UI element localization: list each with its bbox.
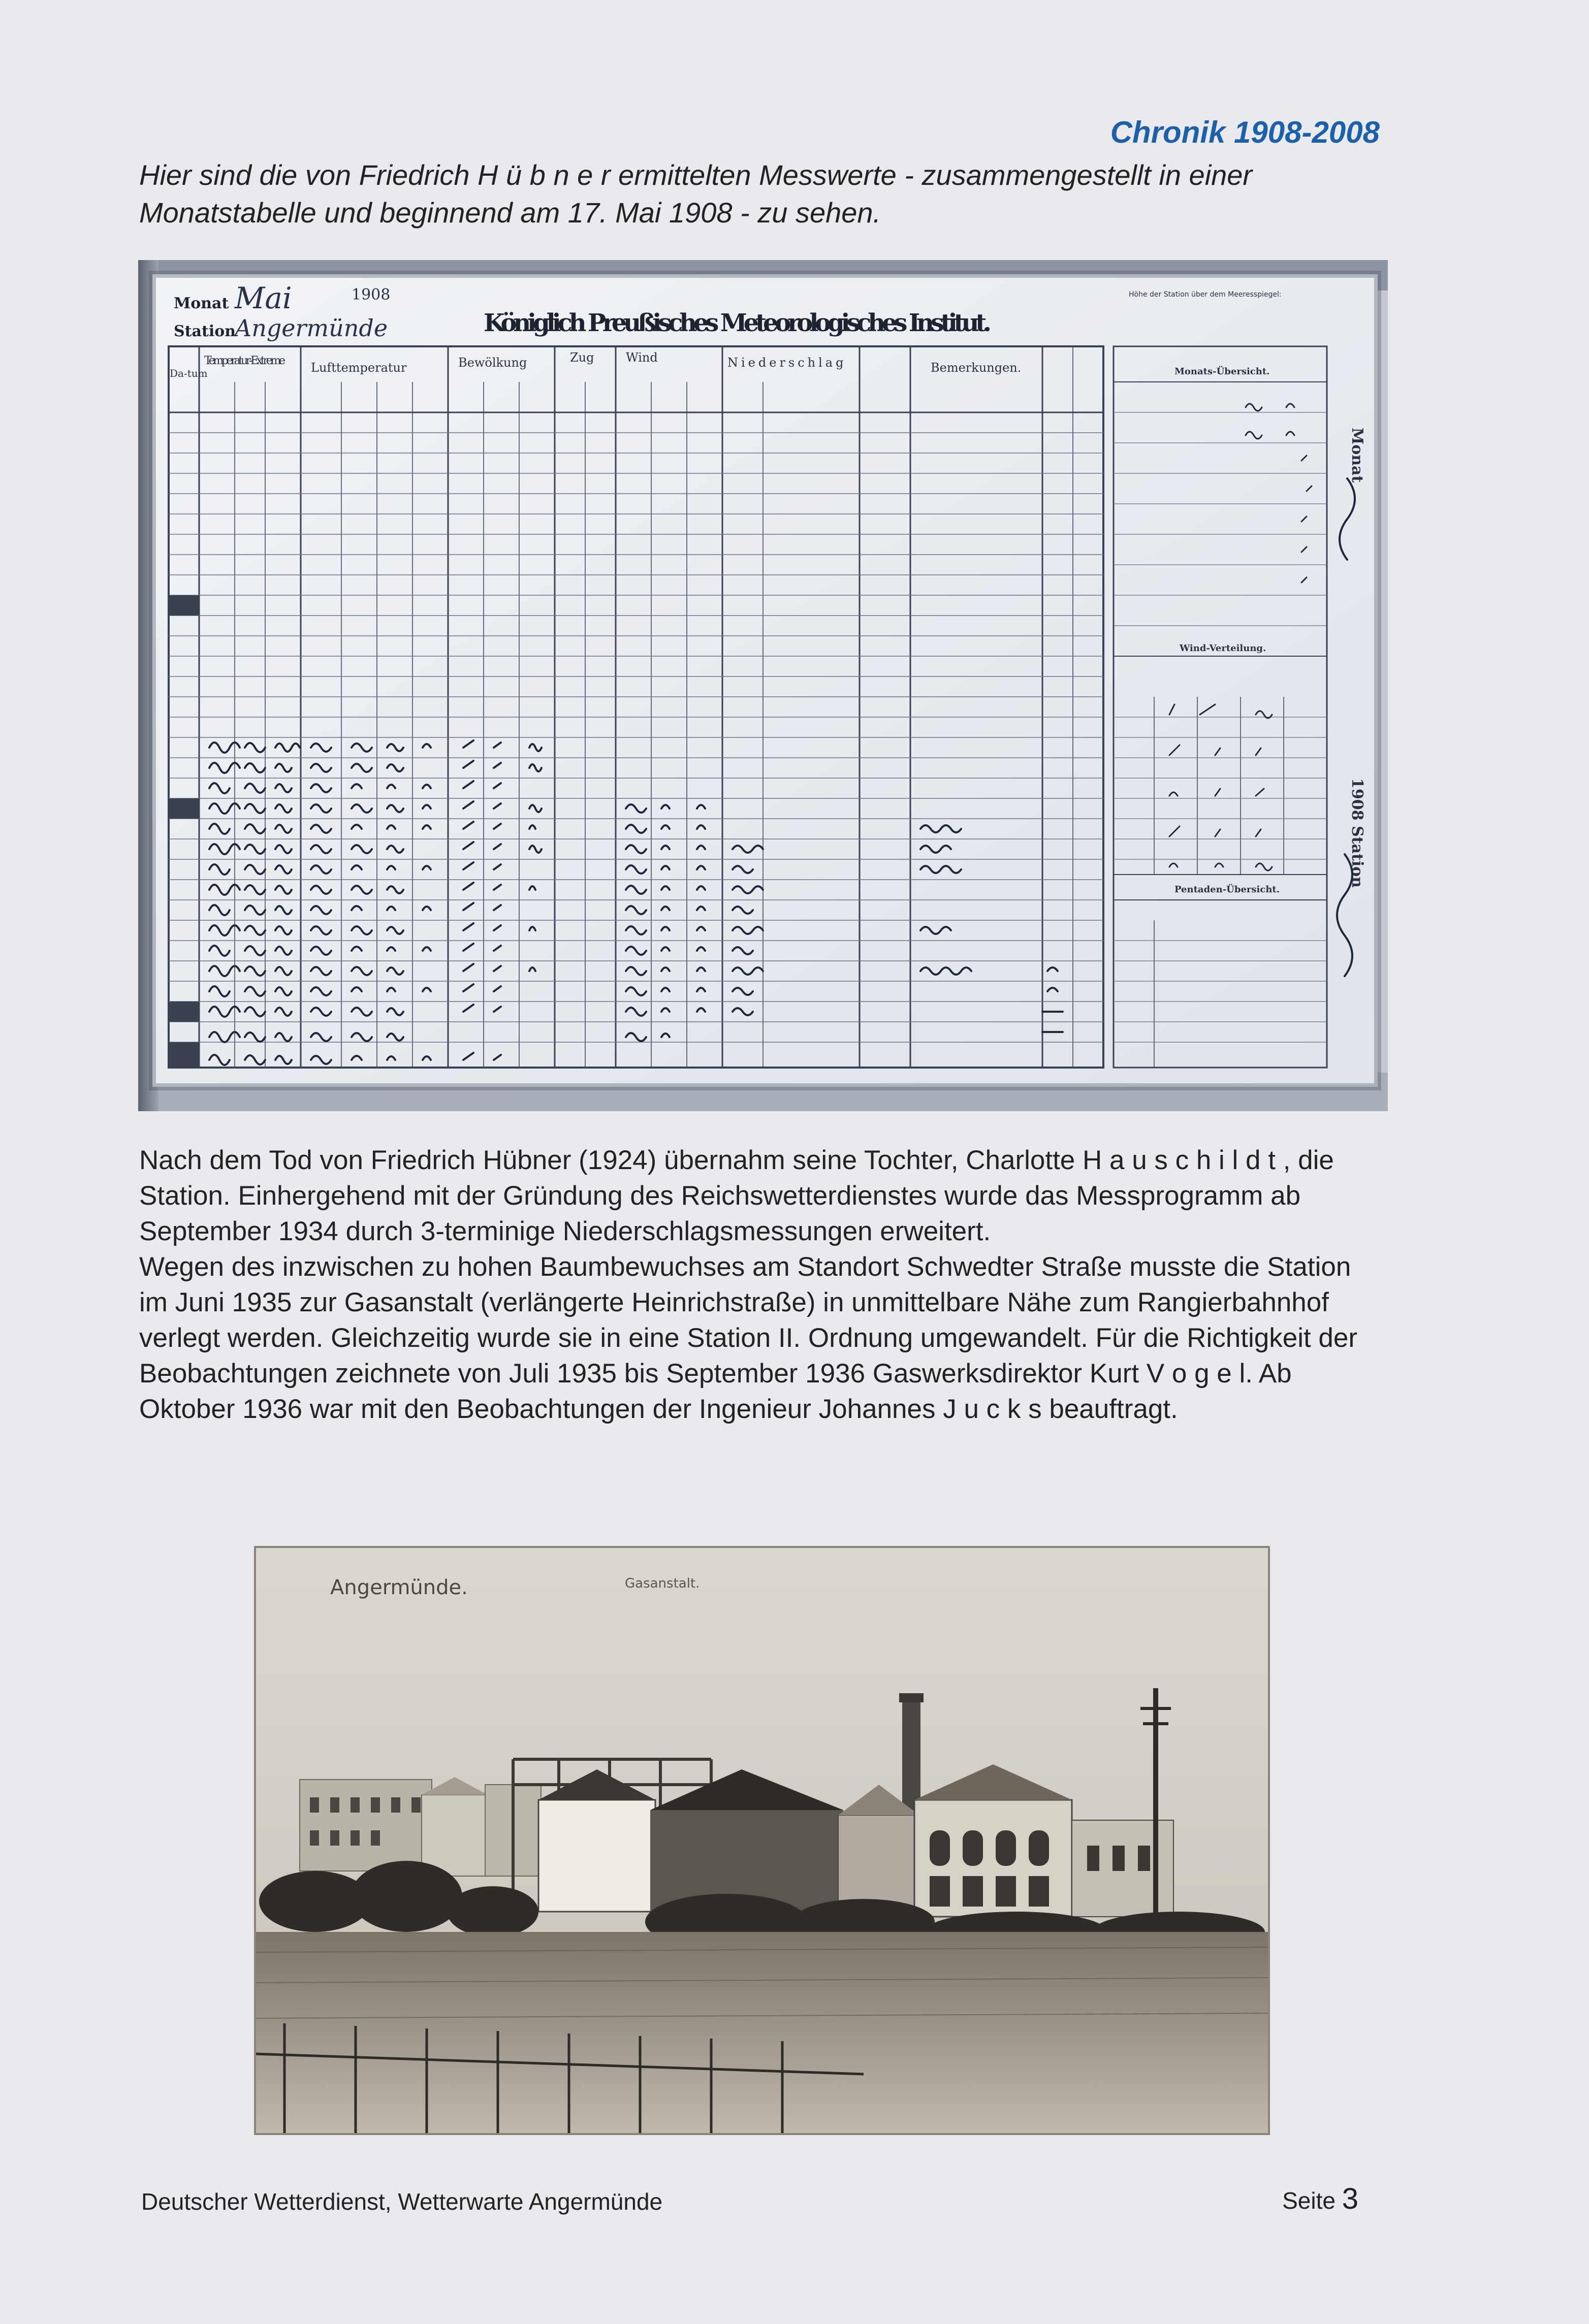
footer-page-value: 3 xyxy=(1342,2182,1358,2215)
body-paragraph-2: Wegen des inzwischen zu hohen Baumbewuchses am Standort Schwedter Straße musste die Station im Juni 1935 zur Gasanstalt (verlängerte Heinrichstraße) in unmittelbare Nähe zum Rangierbahnhof verlegt werden. Gleichzeitig wurde sie in eine Station II. Ordnung umgewandelt. Für die Richtigkeit der Beobachtungen zeichnete von Juli 1935 bis September 1936 Gaswerksdirektor Kurt V o g e l. Ab Oktober 1936 war mit den Beobachtungen der Ingenieur Johannes J u c k s beauftragt. xyxy=(139,1252,1358,1424)
chronicle-header: Chronik 1908-2008 xyxy=(1110,115,1380,149)
table-side-title: Höhe der Station über dem Meeresspiegel: xyxy=(1129,291,1282,299)
table-station-label: Station xyxy=(174,322,236,340)
table-monat-label: Monat xyxy=(174,295,229,312)
table-col-temp-extreme: Temperatur-Extreme xyxy=(204,354,285,367)
table-col-niederschlag: Niederschlag xyxy=(727,356,847,370)
svg-text:Monat: Monat xyxy=(1348,428,1366,483)
table-side-monatsuebersicht: Monats-Übersicht. xyxy=(1174,366,1270,377)
postcard-title: Angermünde. xyxy=(330,1576,468,1599)
body-text xyxy=(139,1143,1379,1427)
intro-line-2: Monatstabelle und beginnend am 17. Mai 1908 - zu sehen. xyxy=(139,197,881,229)
table-col-datum: Da-tum xyxy=(170,367,208,379)
table-station-value: Angermünde xyxy=(235,314,388,342)
postcard-subtitle: Gasanstalt. xyxy=(625,1576,700,1591)
table-col-zug: Zug xyxy=(570,350,594,365)
footer-page-number xyxy=(1282,2182,1358,2216)
intro-line-1: Hier sind die von Friedrich H ü b n e r ermittelten Messwerte - zusammengestellt in einer xyxy=(139,159,1253,191)
table-year-value: 1908 xyxy=(352,286,391,304)
table-side-wind-verteilung: Wind-Verteilung. xyxy=(1180,643,1266,654)
table-institute: Königlich Preußisches Meteorologisches Institut. xyxy=(484,309,992,337)
gasanstalt-postcard-photo xyxy=(254,1546,1270,2135)
intro-text xyxy=(139,156,1379,232)
table-col-wind: Wind xyxy=(626,350,658,365)
body-paragraph-1: Nach dem Tod von Friedrich Hübner (1924) übernahm seine Tochter, Charlotte H a u s c h i l d t , die Station. Einhergehend mit der Gründung des Reichswetterdienstes wurde das Messprogramm ab September 1934 durch 3-terminige Niederschlagsmessungen erweitert. xyxy=(139,1145,1334,1246)
table-monat-value: Mai xyxy=(235,281,292,315)
footer-organisation: Deutscher Wetterdienst, Wetterwarte Angermünde xyxy=(141,2188,663,2215)
svg-text:1908 Station: 1908 Station xyxy=(1348,778,1366,888)
table-side-pentaden: Pentaden-Übersicht. xyxy=(1174,884,1280,895)
monthly-table-photo xyxy=(138,260,1388,1111)
table-col-lufttemperatur: Lufttemperatur xyxy=(311,361,407,375)
footer-page-label: Seite xyxy=(1282,2187,1336,2214)
table-col-bemerkungen: Bemerkungen. xyxy=(931,361,1022,375)
table-col-bewoelkung: Bewölkung xyxy=(458,356,527,370)
